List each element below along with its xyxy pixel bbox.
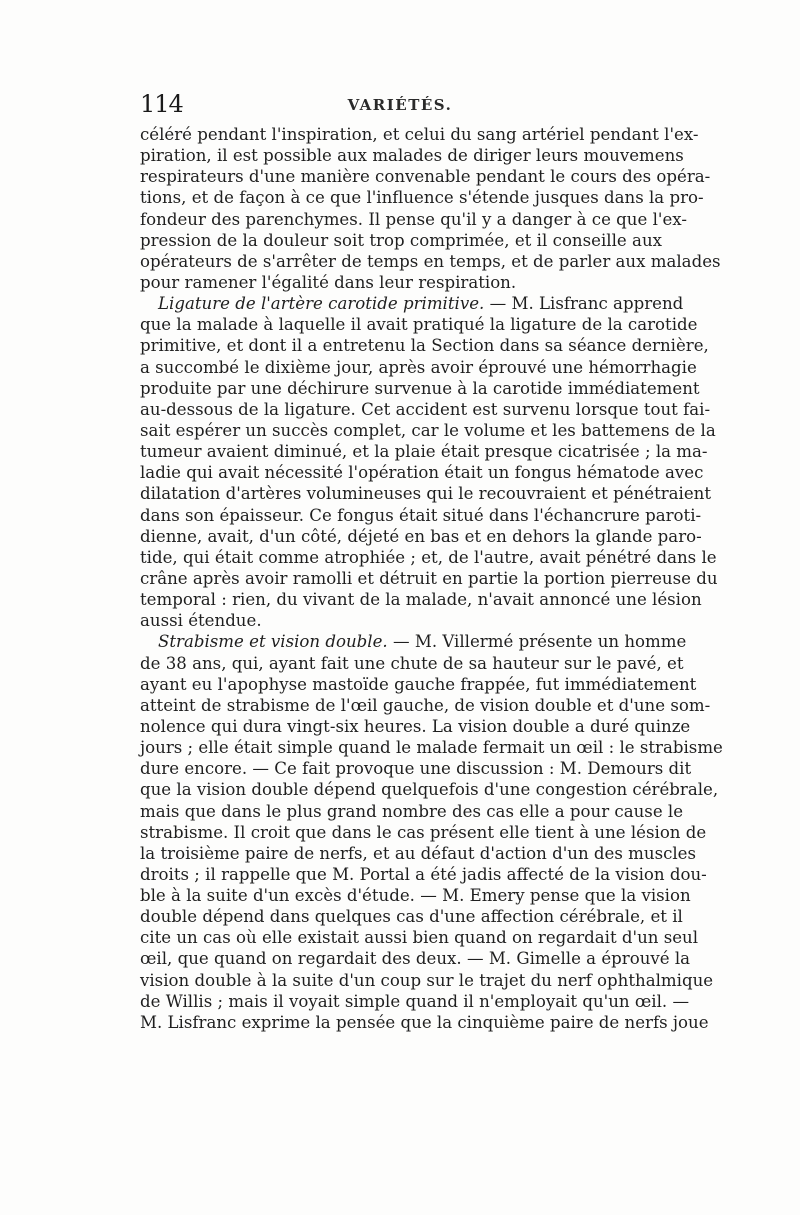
text-line: respirateurs d'une manière convenable pendant le cours des opéra-	[140, 167, 711, 187]
text-line: dienne, avait, d'un côté, déjeté en bas et en dehors la glande paro-	[140, 526, 702, 546]
text-line: vision double à la suite d'un coup sur le trajet du nerf ophthalmique	[140, 970, 714, 990]
section-text: — M. Lisfranc apprend	[484, 294, 684, 314]
text-line: M. Lisfranc exprime la pensée que la cinquième paire de nerfs joue	[140, 1012, 709, 1032]
section-heading-line	[140, 293, 684, 314]
text-line: sait espérer un succès complet, car le volume et les battemens de la	[140, 420, 716, 440]
page-header	[140, 90, 660, 124]
body-text	[140, 124, 723, 1033]
text-line: strabisme. Il croit que dans le cas présent elle tient à une lésion de	[140, 822, 707, 842]
text-line: dure encore. — Ce fait provoque une discussion : M. Demours dit	[140, 759, 692, 779]
text-line: au-dessous de la ligature. Cet accident est survenu lorsque tout fai-	[140, 399, 711, 419]
text-line: la troisième paire de nerfs, et au défaut d'action d'un des muscles	[140, 843, 697, 863]
text-line: primitive, et dont il a entretenu la Section dans sa séance dernière,	[140, 336, 709, 356]
text-line: tumeur avaient diminué, et la plaie était presque cicatrisée ; la ma-	[140, 442, 708, 462]
text-line: temporal : rien, du vivant de la malade, n'avait annoncé une lésion	[140, 590, 702, 610]
text-line: dilatation d'artères volumineuses qui le recouvraient et pénétraient	[140, 484, 712, 504]
text-line: aussi étendue.	[140, 611, 262, 631]
text-line: jours ; elle était simple quand le malade fermait un œil : le strabisme	[140, 738, 723, 758]
text-line: que la vision double dépend quelquefois d'une congestion cérébrale,	[140, 780, 719, 800]
text-line: tide, qui était comme atrophiée ; et, de l'autre, avait pénétré dans le	[140, 547, 717, 567]
text-line: ayant eu l'apophyse mastoïde gauche frappée, fut immédiatement	[140, 674, 697, 694]
text-line: céléré pendant l'inspiration, et celui du sang artériel pendant l'ex-	[140, 125, 699, 144]
text-line: ladie qui avait nécessité l'opération était un fongus hématode avec	[140, 463, 704, 483]
text-line: pression de la douleur soit trop comprimée, et il conseille aux	[140, 230, 662, 250]
text-line: crâne après avoir ramolli et détruit en partie la portion pierreuse du	[140, 568, 718, 588]
section-title-strabismus: Strabisme et vision double.	[158, 632, 388, 652]
text-line: atteint de strabisme de l'œil gauche, de vision double et d'une som-	[140, 695, 711, 715]
text-line: tions, et de façon à ce que l'influence s'étende jusques dans la pro-	[140, 188, 704, 208]
section-text: — M. Villermé présente un homme	[387, 632, 687, 652]
text-line: nolence qui dura vingt-six heures. La vision double a duré quinze	[140, 716, 691, 736]
text-line: fondeur des parenchymes. Il pense qu'il y a danger à ce que l'ex-	[140, 209, 687, 229]
text-line: ble à la suite d'un excès d'étude. — M. Emery pense que la vision	[140, 886, 691, 906]
text-line: de 38 ans, qui, ayant fait une chute de sa hauteur sur le pavé, et	[140, 653, 684, 673]
text-line: cite un cas où elle existait aussi bien quand on regardait d'un seul	[140, 928, 699, 948]
text-line: droits ; il rappelle que M. Portal a été jadis affecté de la vision dou-	[140, 864, 707, 884]
text-line: pour ramener l'égalité dans leur respiration.	[140, 272, 517, 292]
page-number: 114	[140, 90, 183, 118]
text-line: a succombé le dixième jour, après avoir éprouvé une hémorrhagie	[140, 357, 697, 377]
text-line: de Willis ; mais il voyait simple quand il n'employait qu'un œil. —	[140, 991, 690, 1011]
text-line: produite par une déchirure survenue à la carotide immédiatement	[140, 378, 700, 398]
text-line: dans son épaisseur. Ce fongus était situé dans l'échancrure paroti-	[140, 505, 702, 525]
text-line: œil, que quand on regardait des deux. — M. Gimelle a éprouvé la	[140, 949, 691, 969]
section-title-carotid: Ligature de l'artère carotide primitive.	[158, 294, 485, 314]
text-line: que la malade à laquelle il avait pratiqué la ligature de la carotide	[140, 315, 698, 335]
section-heading-line	[140, 631, 687, 652]
text-line: mais que dans le plus grand nombre des cas elle a pour cause le	[140, 801, 684, 821]
text-line: opérateurs de s'arrêter de temps en temps, et de parler aux malades	[140, 251, 721, 271]
text-line: piration, il est possible aux malades de diriger leurs mouvemens	[140, 146, 684, 166]
text-line: double dépend dans quelques cas d'une affection cérébrale, et il	[140, 907, 683, 927]
running-head: VARIÉTÉS.	[347, 96, 453, 114]
